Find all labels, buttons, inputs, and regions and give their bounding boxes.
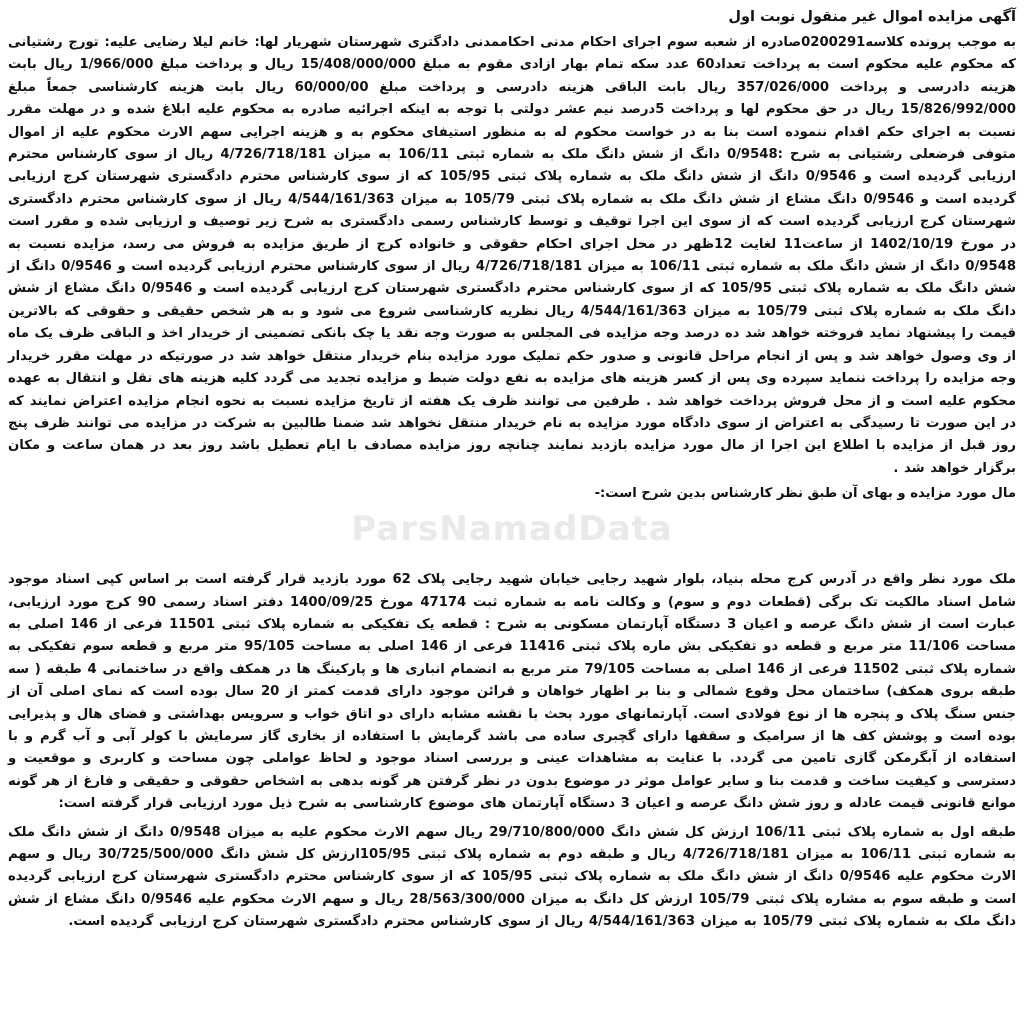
notice-paragraph-valuation: طبقه اول به شماره پلاک ثبتی 106/11 ارزش کل شش دانگ 29/710/800/000 ریال سهم الارث محکوم علیه به میزان 0/9548 دانگ از شش دانگ ملک به شماره ثبتی 106/11 به میزان 4/726/718/181 ریال و طبقه دوم به شماره پلاک ثبتی 105/95ارزش کل شش دانگ 30/725/500/000 ریال و سهم الارث محکوم علیه 0/9546 دانگ از شش دانگ ملک به شماره پلاک ثبتی 105/95 که از سوی کارشناس محترم دادگستری شهرستان کرج ارزیابی گردیده است و طبقه سوم به مشاره پلاک ثبتی 105/79 ارزش کل دانگ به میزان 28/563/300/000 ریال و سهم الارث محکوم علیه 0/9546 دانگ مشاع از شش دانگ ملک به شماره پلاک ثبتی 105/79 به میزان 4/544/161/363 ریال از سوی کارشناس محترم دادگستری شهرستان کرج ارزیابی گردیده است. [8, 824, 1017, 930]
notice-paragraph-property: ملک مورد نظر واقع در آدرس کرج محله بنیاد، بلوار شهید رجایی خیابان شهید رجایی پلاک 62 مورد بازدید قرار گرفته است بر اساس کپی اسناد موجود شامل اسناد مالکیت تک برگی (قطعات دوم و سوم) و وکالت نامه به شماره ثبت 47174 مورخ 1400/09/25 دفتر اسناد رسمی 90 کرج مورد ارزیابی، عبارت است از شش دانگ عرصه و اعیان 3 دستگاه آپارتمان مسکونی به شرح : قطعه یک تفکیکی به شماره پلاک ثبتی 11501 فرعی از 146 اصلی به مساحت 11/106 متر مربع و قطعه دو تفکیکی بش ماره پلاک ثبتی 11416 فرعی از 146 اصلی به مساحت 95/105 متر مربع و قطعه سوم تفکیکی به شماره پلاک ثبتی 11502 فرعی از 146 اصلی به مساحت 79/105 متر مربع به انضمام انباری ها و پارکینگ ها در همکف واقع در ساختمانی 4 طبقه ( سه طبقه بروی همکف) ساختمان محل وقوع شمالی و بنا بر اظهار خواهان و قرائن موجود دارای قدمت کمتر از 20 سال بوده است که نمای اصلی آن از جنس سنگ پلاک و پنجره ها از نوع فولادی است. آپارتمانهای مورد بحث با نقشه مشابه دارای دو اتاق خواب و سرویس بهداشتی و فضای هال و پذیرایی بوده است و پوشش کف ها از سرامیک و سقفها دارای گچبری ساده می باشد گرمایش با استفاده از بخاری گاز سرمایش با کولر آبی و آب گرم و با استفاده از آبگرمکن گازی تامین می گردد. با عنایت به مشاهدات عینی و بررسی اسناد موجود و لحاظ عواملی چون مساحت و کاربری و موقعیت و دسترسی و کیفیت ساخت و قدمت بنا و سایر عوامل موثر در موضوع بدون در نظر گرفتن هر گونه بدهی به اشخاص حقوقی و حقیقی و فارغ از هر گونه موانع قانونی قیمت عادله و روز شش دانگ عرصه و اعیان 3 دستگاه آپارتمان های موضوع کارشناسی به شرح ذیل مورد ارزیابی قرار گرفته است: [8, 572, 1017, 812]
notice-subheading: مال مورد مزایده و بهای آن طبق نظر کارشناس بدین شرح است:- [594, 486, 1016, 502]
watermark-area [8, 505, 1016, 569]
notice-title: آگهی مزایده اموال غیر منقول نوبت اول [728, 9, 1016, 25]
notice-paragraph-main: به موجب پرونده کلاسه0200291صادره از شعبه سوم اجرای احکام مدنی احکاممدنی دادگتری شهرستان شهریار لها: خانم لیلا رضایی علیه: تورج رشتیانی که محکوم علیه محکوم است به پرداخت تعداد60 عدد سکه تمام بهار ازادی مقوم به مبلغ 15/408/000/000 ریال و پرداخت مبلغ 1/966/000 ریال بابت هزینه دادرسی و پرداخت 357/026/000 ریال بابت الباقی هزینه دادرسی و پرداخت مبلغ 60/000/00 ریال بابت هزینه کارشناسی جمعاً مبلغ 15/826/992/000 ریال در حق محکوم لها و پرداخت 5درصد نیم عشر دولتی با توجه به اینکه اجرائیه صادره به محکوم علیه ابلاغ شده و در مهلت مقرر نسبت به اجرای حکم اقدام ننموده است بنا به در خواست محکوم له به منظور استیفای محکوم به و هزینه اجرایی سهم الارث محکوم علیه از اموال متوفی فرضعلی رشتیانی به شرح :0/9548 دانگ از شش دانگ ملک به شماره ثبتی 106/11 به میزان 4/726/718/181 ریال از سوی کارشناس محترم ارزیابی گردیده است و 0/9546 دانگ از شش دانگ ملک به شماره پلاک ثبتی 105/95 که از سوی کارشناس محترم دادگستری شهرستان کرج ارزیابی گردیده است و 0/9546 دانگ مشاع از شش دانگ ملک به شماره پلاک ثبتی 105/79 به میزان 4/544/161/363 ریال از سوی کارشناس محترم دادگستری شهرستان کرج ارزیابی گردیده است که از سوی این اجرا توقیف و توسط کارشناس رسمی دادگستری به شرح زیر توصیف و ارزیابی شده و مقرر است در مورخ 1402/10/19 از ساعت11 لغایت 12ظهر در محل اجرای احکام حقوقی و خانواده کرج از طریق مزایده به فروش می رسد، مزایده نسبت به 0/9548 دانگ از شش دانگ ملک به شماره ثبتی 106/11 به میزان 4/726/718/181 ریال از سوی کارشناس محترم ارزیابی گردیده است و 0/9546 دانگ از شش دانگ ملک به شماره پلاک ثبتی 105/95 که از سوی کارشناس محترم دادگستری شهرستان کرج ارزیابی گردیده است و 0/9546 دانگ مشاع از شش دانگ ملک به شماره پلاک ثبتی 105/79 به میزان 4/544/161/363 ریال نظریه کارشناسی شروع می شود و به هر شخص حقیقی و حقوقی که بالاترین قیمت را پیشنهاد نماید فروخته خواهد شد ده درصد وجه مزایده فی المجلس به صورت وجه نقد یا چک بانکی تضمینی از خریدار اخذ و الباقی ظرف یک ماه از وی وصول خواهد شد و پس از انجام مراحل قانونی و صدور حکم تملیک مورد مزایده بنام خریدار منتقل خواهد شد در صورتیکه در مهلت مقرر خریدار وجه مزایده را پرداخت ننماید سپرده وی پس از کسر هزینه های مزایده به نفع دولت ضبط و مزایده تجدید می گردد کلیه هزینه های نقل و انتقال به عهده محکوم علیه است و از محل فروش پرداخت خواهد شد . طرفین می توانند ظرف یک هفته از تاریخ مزایده نسبت به نحوه انجام مزایده اعتراض نمایند که در این صورت تا رسیدگی به اعتراض از سوی دادگاه مورد مزایده به نام خریدار منتقل نخواهد شد ضمنا طالبین به شرکت در مزایده می توانند ظرف پنج روز قبل از مزایده با اطلاع این اجرا از مال مورد مزایده بازدید نمایند چنانچه روز مزایده مصادف با ایام تعطیل باشد روز بعد در همان ساعت و مکان برگزار خواهد شد . [8, 35, 1016, 476]
watermark-logo: ParsNamadData [351, 509, 673, 550]
